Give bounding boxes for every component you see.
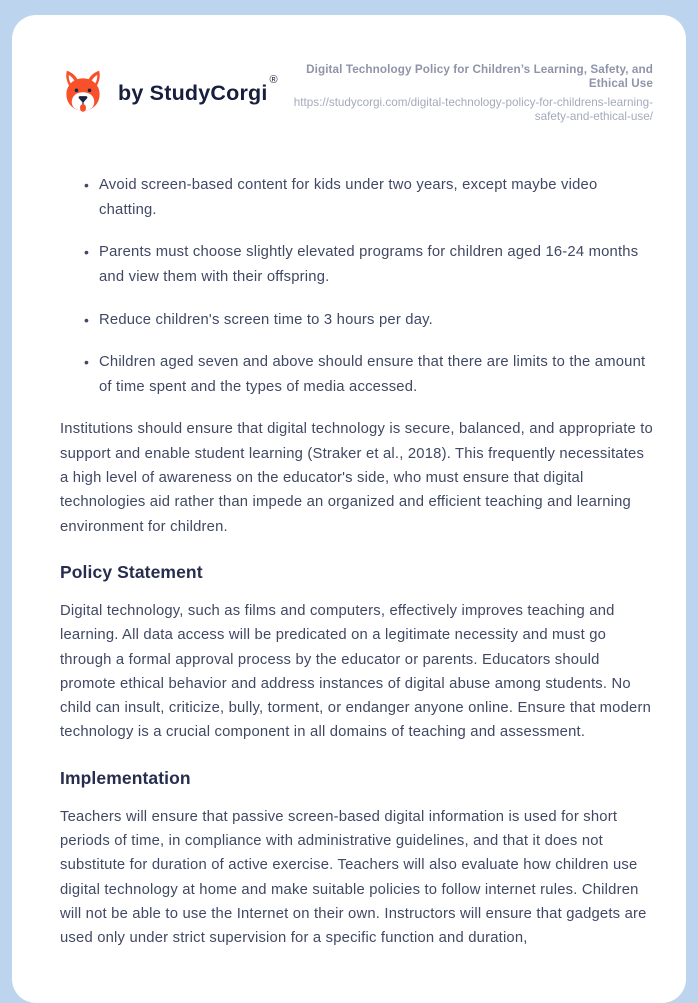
- document-content: [60, 173, 653, 950]
- document-card: [12, 15, 686, 1003]
- list-item: • Parents must choose slightly elevated programs for children aged 16-24 months and view them with their offspring.: [99, 240, 653, 289]
- policy-statement-paragraph: Digital technology, such as films and computers, effectively improves teaching and learning. All data access will be predicated on a legitimate necessity and must go through a formal approval process by the educator or parents. Educators should promote ethical behavior and address instances of digital abuse among students. No child can insult, criticize, bully, torment, or endanger anyone online. Ensure that modern technology is a crucial component in all domains of teaching and assessment.: [60, 602, 652, 741]
- policy-bullet-list: [60, 173, 653, 399]
- document-url-link[interactable]: https://studycorgi.com/digital-technology-policy-for-childrens-learning-safety-and-ethical-use/: [293, 96, 653, 123]
- studycorgi-brand: [60, 64, 278, 122]
- list-item: • Children aged seven and above should ensure that there are limits to the amount of time spent and the types of media accessed.: [99, 350, 653, 399]
- registered-trademark: ®: [269, 73, 278, 86]
- implementation-paragraph: Teachers will ensure that passive screen-based digital information is used for short periods of time, in compliance with administrative guidelines, and that it does not substitute for duration of active exercise. Teachers will also evaluate how children use digital technology at home and make suitable policies to follow internet rules. Children will not be able to use the Internet on their own. Instructors will ensure that gadgets are used only under strict supervision for a specific function and duration,: [60, 808, 647, 947]
- document-meta: [278, 63, 653, 123]
- intro-paragraph: Institutions should ensure that digital technology is secure, balanced, and appropriate to support and enable student learning (Straker et al., 2018). This frequently necessitates a high level of awareness on the educator's side, who must ensure that digital technologies aid rather than impede an organized and efficient teaching and learning environment for children.: [60, 421, 653, 535]
- document-header: [60, 63, 653, 123]
- section-heading-implementation: Implementation: [60, 767, 191, 788]
- brand-name: by StudyCorgi®: [118, 73, 278, 105]
- list-item: • Avoid screen-based content for kids under two years, except maybe video chatting.: [99, 173, 653, 222]
- list-item: • Reduce children's screen time to 3 hours per day.: [99, 308, 653, 332]
- section-heading-policy-statement: Policy Statement: [60, 561, 203, 582]
- corgi-logo-icon: [60, 64, 106, 122]
- document-title: Digital Technology Policy for Children’s Learning, Safety, and Ethical Use: [306, 63, 653, 90]
